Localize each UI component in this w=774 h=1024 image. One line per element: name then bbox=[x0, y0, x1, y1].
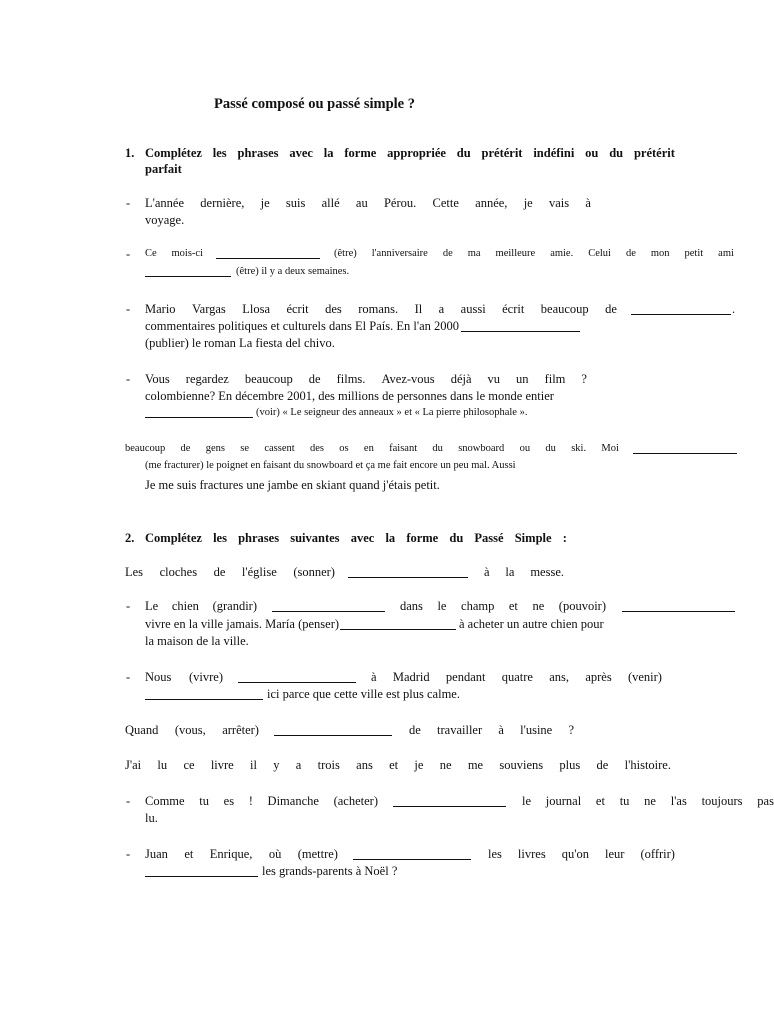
word: et bbox=[595, 794, 605, 808]
word: Avez-vous bbox=[381, 372, 435, 386]
section-1-heading bbox=[145, 145, 675, 161]
section-2-heading bbox=[145, 530, 567, 546]
s1-part-a bbox=[125, 564, 335, 580]
word: Les bbox=[125, 565, 144, 579]
word: beaucoup bbox=[244, 372, 293, 386]
word: toujours bbox=[701, 794, 743, 808]
word: Passé bbox=[474, 531, 504, 545]
s7-blank-1[interactable] bbox=[353, 848, 471, 860]
word: du bbox=[456, 146, 471, 160]
s2-blank-1[interactable] bbox=[272, 600, 385, 612]
word: à bbox=[484, 565, 490, 579]
q4-blank[interactable] bbox=[145, 406, 253, 418]
word: avec bbox=[350, 531, 375, 545]
bullet-dash: - bbox=[126, 247, 131, 261]
word: vu bbox=[487, 372, 501, 386]
word: les bbox=[488, 847, 502, 861]
word: du bbox=[609, 146, 624, 160]
word: de bbox=[308, 372, 321, 386]
word: mon bbox=[650, 248, 670, 259]
word: journal bbox=[545, 794, 582, 808]
q5-blank[interactable] bbox=[633, 442, 737, 454]
word: forme bbox=[406, 531, 439, 545]
word: Comme bbox=[145, 794, 185, 808]
q3-blank-1[interactable] bbox=[631, 303, 731, 315]
word: tu bbox=[619, 794, 630, 808]
s7-part-a bbox=[145, 846, 338, 862]
s3-part-b bbox=[371, 669, 662, 685]
word: Cette bbox=[432, 196, 459, 210]
word: ne bbox=[439, 758, 452, 772]
word: Le bbox=[145, 599, 159, 613]
s2-line2b: à acheter un autre chien pour bbox=[459, 617, 604, 631]
word: petit bbox=[684, 248, 704, 259]
word: qu'on bbox=[561, 847, 589, 861]
q5-line3: Je me suis fractures une jambe en skiant quand j'étais petit. bbox=[145, 478, 440, 492]
word: (grandir) bbox=[212, 599, 257, 613]
word: livres bbox=[517, 847, 546, 861]
word: Llosa bbox=[242, 302, 271, 316]
word: Enrique, bbox=[209, 847, 253, 861]
word: déjà bbox=[450, 372, 472, 386]
word: cassent bbox=[264, 443, 295, 454]
word: beaucoup bbox=[125, 443, 166, 454]
bullet-dash: - bbox=[126, 196, 131, 210]
word: beaucoup bbox=[540, 302, 589, 316]
word: de bbox=[180, 443, 191, 454]
word: J'ai bbox=[125, 758, 142, 772]
word: et bbox=[184, 847, 194, 861]
word: ami bbox=[718, 248, 734, 259]
word: le bbox=[522, 794, 532, 808]
s3-part-a bbox=[145, 669, 223, 685]
word: films. bbox=[336, 372, 366, 386]
word: je bbox=[414, 758, 424, 772]
word: faisant bbox=[389, 443, 418, 454]
word: la bbox=[323, 146, 334, 160]
word: regardez bbox=[185, 372, 229, 386]
word: ski. bbox=[571, 443, 587, 454]
word: de bbox=[605, 302, 617, 316]
section-1-number: 1. bbox=[125, 146, 135, 160]
word: les bbox=[212, 146, 227, 160]
word: Complétez bbox=[145, 531, 202, 545]
word: des bbox=[325, 302, 342, 316]
q1-line2: voyage. bbox=[145, 213, 185, 227]
word: indéfini bbox=[533, 146, 575, 160]
word: il bbox=[250, 758, 257, 772]
q4-line1 bbox=[145, 371, 587, 387]
section-2-number: 2. bbox=[125, 531, 135, 545]
s6-part-b bbox=[522, 793, 774, 809]
word: pendant bbox=[445, 670, 486, 684]
s3-blank-2[interactable] bbox=[145, 688, 263, 700]
s3-line2: ici parce que cette ville est plus calme. bbox=[267, 687, 460, 701]
word: Nous bbox=[145, 670, 172, 684]
word: où bbox=[268, 847, 282, 861]
word: Madrid bbox=[392, 670, 430, 684]
word: prétérit bbox=[481, 146, 523, 160]
word: à bbox=[371, 670, 377, 684]
s2-blank-3[interactable] bbox=[340, 618, 456, 630]
word: l'histoire. bbox=[624, 758, 671, 772]
word: ? bbox=[568, 723, 574, 737]
q2-blank-1[interactable] bbox=[216, 247, 320, 259]
q2-blank-2[interactable] bbox=[145, 265, 231, 277]
word: ou bbox=[519, 443, 531, 454]
q4-line2: colombienne? En décembre 2001, des millions de personnes dans le monde entier bbox=[145, 389, 554, 403]
word: chien bbox=[171, 599, 199, 613]
s1-blank[interactable] bbox=[348, 566, 468, 578]
bullet-dash: - bbox=[126, 302, 131, 316]
word: L'année bbox=[145, 196, 185, 210]
word: Dimanche bbox=[267, 794, 319, 808]
word: cloches bbox=[159, 565, 198, 579]
word: leur bbox=[605, 847, 625, 861]
word: ans bbox=[356, 758, 373, 772]
word: du bbox=[449, 531, 464, 545]
s5-line bbox=[125, 757, 671, 773]
word: je bbox=[523, 196, 533, 210]
s1-part-b bbox=[484, 564, 564, 580]
word: ou bbox=[585, 146, 599, 160]
s4-blank[interactable] bbox=[274, 724, 392, 736]
bullet-dash: - bbox=[126, 599, 131, 613]
s2-part-a bbox=[145, 598, 257, 614]
word: plus bbox=[559, 758, 581, 772]
bullet-dash: - bbox=[126, 670, 131, 684]
word: y bbox=[273, 758, 280, 772]
s6-blank[interactable] bbox=[393, 795, 506, 807]
word: lu bbox=[157, 758, 168, 772]
word: Mario bbox=[145, 302, 176, 316]
word: Pérou. bbox=[383, 196, 417, 210]
word: écrit bbox=[502, 302, 525, 316]
word: (mettre) bbox=[297, 847, 338, 861]
word: suis bbox=[285, 196, 306, 210]
word: suivantes bbox=[290, 531, 340, 545]
q4-line3: (voir) « Le seigneur des anneaux » et « La pierre philosophale ». bbox=[256, 407, 528, 418]
word: de bbox=[625, 248, 636, 259]
word: Complétez bbox=[145, 146, 202, 160]
q5-line1 bbox=[125, 441, 619, 457]
word: os bbox=[339, 443, 349, 454]
word: dans bbox=[400, 599, 423, 613]
word: ! bbox=[248, 794, 253, 808]
word: champ bbox=[461, 599, 495, 613]
word: année, bbox=[475, 196, 508, 210]
word: l'anniversaire bbox=[371, 248, 428, 259]
word: vais bbox=[548, 196, 570, 210]
word: (vivre) bbox=[188, 670, 223, 684]
word: (sonner) bbox=[293, 565, 335, 579]
word: la bbox=[505, 565, 515, 579]
word: de bbox=[409, 723, 421, 737]
word: a bbox=[438, 302, 445, 316]
word: : bbox=[562, 531, 567, 545]
word: ne bbox=[644, 794, 656, 808]
word: l'as bbox=[670, 794, 687, 808]
word: meilleure bbox=[495, 248, 536, 259]
word: des bbox=[309, 443, 324, 454]
word: Celui bbox=[588, 248, 611, 259]
word: de bbox=[213, 565, 226, 579]
word: pas bbox=[757, 794, 774, 808]
word: appropriée bbox=[387, 146, 446, 160]
q2-line1a bbox=[145, 246, 203, 262]
word: messe. bbox=[530, 565, 564, 579]
word: amie. bbox=[550, 248, 574, 259]
s2-part-b bbox=[400, 598, 606, 614]
word: phrases bbox=[238, 531, 280, 545]
s7-line2: les grands-parents à Noël ? bbox=[262, 864, 398, 878]
word: Vous bbox=[145, 372, 170, 386]
word: gens bbox=[205, 443, 225, 454]
q3-line1 bbox=[145, 301, 617, 317]
word: la bbox=[385, 531, 396, 545]
s6-part-a bbox=[145, 793, 378, 809]
word: es bbox=[223, 794, 235, 808]
word: forme bbox=[344, 146, 377, 160]
word: du bbox=[432, 443, 443, 454]
word: (offrir) bbox=[640, 847, 675, 861]
word: (pouvoir) bbox=[558, 599, 606, 613]
word: Ce bbox=[145, 248, 157, 259]
word: je bbox=[260, 196, 270, 210]
word: allé bbox=[321, 196, 340, 210]
word: tu bbox=[199, 794, 209, 808]
section-1-heading-cont: parfait bbox=[145, 162, 182, 176]
word: se bbox=[240, 443, 250, 454]
word: de bbox=[442, 248, 453, 259]
word: à bbox=[585, 196, 591, 210]
word: le bbox=[437, 599, 447, 613]
bullet-dash: - bbox=[126, 372, 131, 386]
q3-line3: (publier) le roman La fiesta del chivo. bbox=[145, 336, 335, 350]
s7-part-b bbox=[488, 846, 675, 862]
s7-blank-2[interactable] bbox=[145, 865, 258, 877]
s6-line2: lu. bbox=[145, 811, 158, 825]
word: un bbox=[516, 372, 529, 386]
word: les bbox=[213, 531, 227, 545]
word: ans, bbox=[549, 670, 570, 684]
word: (être) bbox=[334, 248, 357, 259]
word: Vargas bbox=[192, 302, 226, 316]
word: et bbox=[508, 599, 518, 613]
word: livre bbox=[210, 758, 234, 772]
word: l'usine bbox=[520, 723, 553, 737]
word: Il bbox=[414, 302, 423, 316]
q3-blank-2[interactable] bbox=[461, 320, 580, 332]
word: a bbox=[295, 758, 302, 772]
word: (vous, bbox=[174, 723, 206, 737]
word: et bbox=[389, 758, 399, 772]
word: Quand bbox=[125, 723, 159, 737]
word: avec bbox=[289, 146, 313, 160]
word: après bbox=[585, 670, 612, 684]
q2-line2: (être) il y a deux semaines. bbox=[236, 266, 350, 277]
q3-line2: commentaires politiques et culturels dans El País. En l'an 2000 bbox=[145, 319, 459, 333]
q2-line1b bbox=[334, 246, 734, 262]
word: Juan bbox=[145, 847, 168, 861]
word: travailler bbox=[437, 723, 483, 737]
word: mois-ci bbox=[171, 248, 203, 259]
s2-line2a: vivre en la ville jamais. María (penser) bbox=[145, 617, 340, 631]
s2-line3: la maison de la ville. bbox=[145, 634, 249, 648]
word: trois bbox=[317, 758, 340, 772]
q1-line1 bbox=[145, 195, 591, 211]
word: écrit bbox=[286, 302, 309, 316]
word: quatre bbox=[501, 670, 533, 684]
word: du bbox=[545, 443, 556, 454]
bullet-dash: - bbox=[126, 794, 131, 808]
word: romans. bbox=[358, 302, 399, 316]
word: phrases bbox=[237, 146, 279, 160]
q5-line2: (me fracturer) le poignet en faisant du snowboard et ça me fait encore un peu mal. Aussi bbox=[145, 460, 516, 471]
page-title: Passé composé ou passé simple ? bbox=[214, 96, 415, 112]
word: ne bbox=[532, 599, 545, 613]
word: ? bbox=[581, 372, 587, 386]
word: (acheter) bbox=[333, 794, 378, 808]
word: de bbox=[596, 758, 609, 772]
s4-part-a bbox=[125, 722, 259, 738]
word: ma bbox=[467, 248, 481, 259]
q3-line1-end: . bbox=[732, 302, 736, 316]
word: souviens bbox=[499, 758, 544, 772]
word: prétérit bbox=[633, 146, 675, 160]
s2-blank-2[interactable] bbox=[622, 600, 735, 612]
word: ce bbox=[183, 758, 195, 772]
word: l'église bbox=[241, 565, 277, 579]
word: film bbox=[544, 372, 566, 386]
word: Moi bbox=[601, 443, 619, 454]
word: Simple bbox=[514, 531, 552, 545]
word: à bbox=[498, 723, 504, 737]
word: (venir) bbox=[627, 670, 662, 684]
word: arrêter) bbox=[222, 723, 259, 737]
word: au bbox=[355, 196, 368, 210]
word: aussi bbox=[460, 302, 486, 316]
s3-blank-1[interactable] bbox=[238, 671, 356, 683]
word: dernière, bbox=[200, 196, 245, 210]
bullet-dash: - bbox=[126, 847, 131, 861]
word: snowboard bbox=[458, 443, 505, 454]
word: me bbox=[467, 758, 484, 772]
s4-part-b bbox=[409, 722, 574, 738]
word: en bbox=[363, 443, 374, 454]
